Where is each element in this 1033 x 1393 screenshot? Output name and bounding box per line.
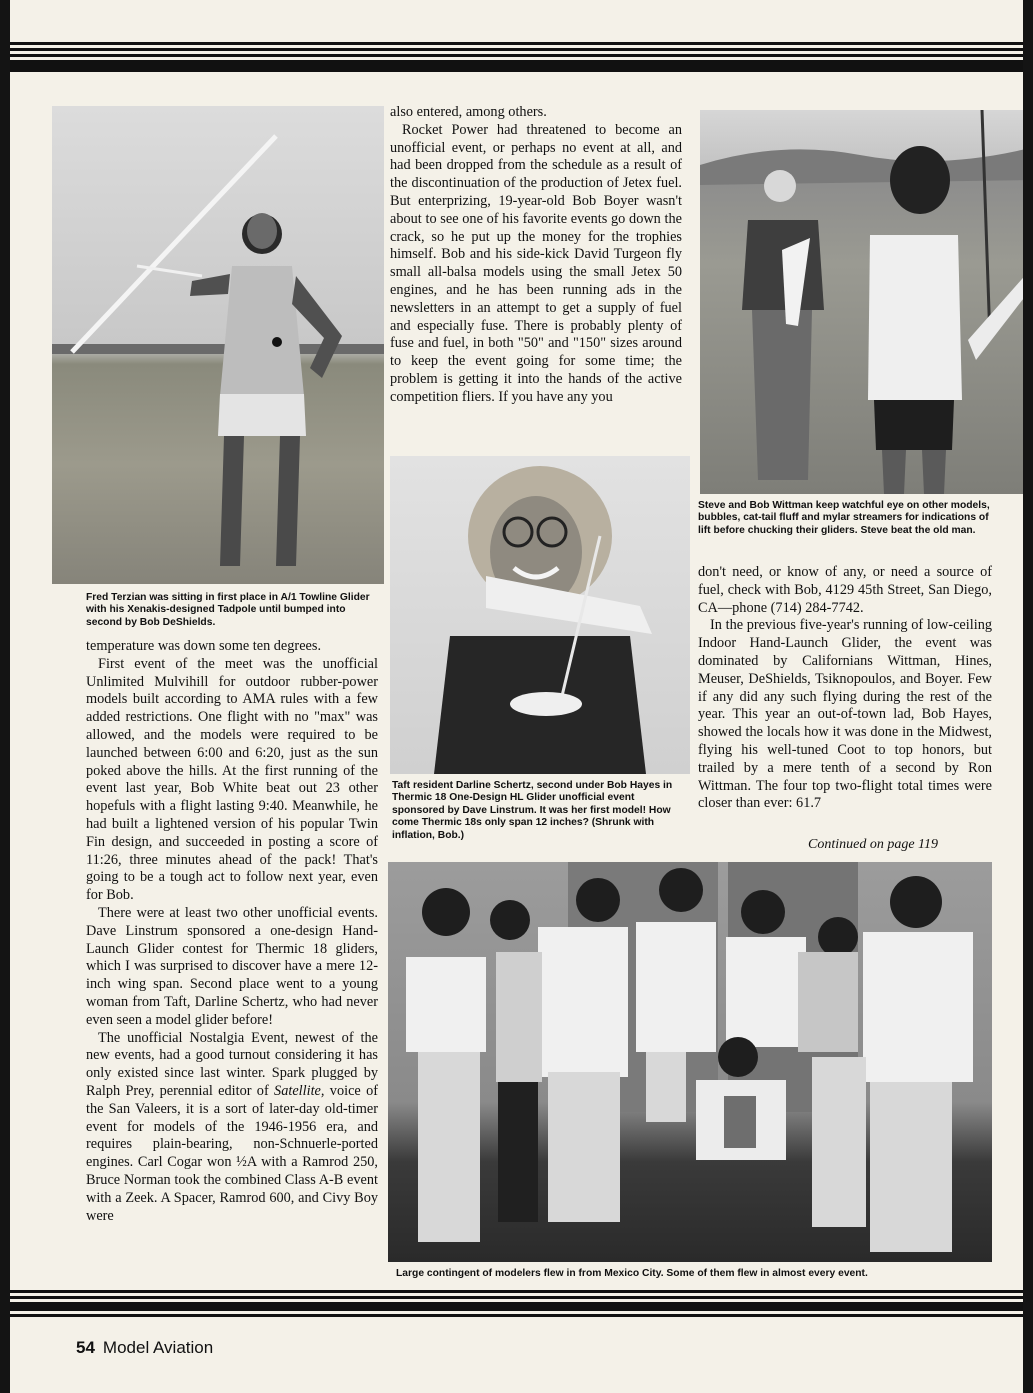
page-footer — [76, 1338, 213, 1358]
page-number: 54 — [76, 1338, 95, 1357]
col3-paragraph-2: In the previous five-year's running of low-ceiling Indoor Hand-Launch Glider, the event was dominated by Californians Wittman, Hines, Meuser, DeShields, Tsiknopoulos, and Boyer. Few if any did any such flying during the rest of the year. This year an out-of-town lad, Bob Hayes, showed the locals how it was done in the Midwest, flying his well-tuned Coot to top honors, but trailed by a mere tenth of a second by Ron Wittman. The four top two-flight total times were closer than ever: 61.7 — [698, 617, 992, 812]
nostalgia-text-before: The unofficial Nostalgia Event, newest of the new events, had a good turnout considering it has only existed since last winter. Spark plugged by Ralph Prey, perennial editor of — [86, 1029, 378, 1099]
col1-paragraph-nostalgia — [86, 1030, 378, 1226]
magazine-name: Model Aviation — [102, 1338, 214, 1357]
nostalgia-satellite-italic: Satellite, — [274, 1082, 325, 1099]
col2-paragraph-1: also entered, among others. — [390, 104, 547, 120]
caption-schertz: Taft resident Darline Schertz, second under Bob Hayes in Thermic 18 One-Design HL Glider unofficial event sponsored by Dave Linstrum. It was her first model! How come Thermic 18s only span 12 inches? (Shrunk with inflation, Bob.) — [392, 780, 673, 841]
col1-paragraph-3: There were at least two other unofficial events. Dave Linstrum sponsored a one-design Hand-Launch Glider contest for Thermic 18 gliders, which I was surprised to discover have a mere 12-inch wing span. Second place went to a young woman from Taft, Darline Schertz, who had never even seen a model glider before! — [86, 904, 378, 1028]
photo-mexico-group — [388, 862, 992, 1262]
col3-paragraph-1: don't need, or know of any, or need a source of fuel, check with Bob, 4129 45th Street, San Diego, CA—phone (714) 284-7742. — [698, 564, 992, 616]
caption-wittman: Steve and Bob Wittman keep watchful eye on other models, bubbles, cat-tail fluff and mylar streamers for indications of lift before chucking their gliders. Steve beat the old man. — [698, 500, 990, 536]
caption-terzian: Fred Terzian was sitting in first place in A/1 Towline Glider with his Xenakis-designed Tadpole until bumped into second by Bob DeShields. — [86, 592, 370, 628]
nostalgia-text-after: voice of the San Valeers, it is a sort of later-day old-timer event for models of the 1946-1956 era, and requires plain-bearing, non-Schnuerle-ported engines. Carl Cogar won ½A with a Ramrod 250, Bruce Norman took the combined Class A-B event with a Zeek. A Spacer, Ramrod 600, and Civy Boy were — [86, 1082, 378, 1224]
photo-wittman — [700, 110, 1023, 494]
photo-schertz — [390, 456, 690, 774]
bottom-rule-thick — [10, 1302, 1023, 1310]
column-2 — [390, 104, 682, 407]
column-1 — [86, 638, 378, 1225]
continued-notice: Continued on page 119 — [808, 837, 939, 852]
magazine-page — [10, 0, 1023, 1393]
top-rule-thick — [10, 62, 1023, 72]
col1-paragraph-2: First event of the meet was the unofficial Unlimited Mulvihill for outdoor rubber-power models built according to AMA rules with a few added restrictions. One flight with no "max" was allowed, and the models were required to be launched between 6:00 and 6:20, just as the sun poked above the hills. At the first running of the event last year, Bob White beat out 23 other hopefuls with a flight lasting 9:40. Meanwhile, he had built a lightened version of his popular Twin Fin design, and succeeded in posting a score of 11:26, three minutes ahead of the pack! That's going to be a tough act to follow next year, even for Bob. — [86, 655, 378, 904]
col2-paragraph-2: Rocket Power had threatened to become an unofficial event, or perhaps no event at all, and had been dropped from the schedule as a result of the discontinuation of the production of Jetex fuel. But enterprizing, 19-year-old Bob Boyer wasn't about to see one of his favorite events go down the crack, so he put up the money for the trophies himself. Bob and his side-kick David Turgeon fly small all-balsa models using the small Jetex 50 engines, and he has been running ads in the newsletters in an attempt to get a supply of fuel and especially fuse. There is probably plenty of fuse and fuel, in both "50" and "150" sizes around to keep the event going for some time; the problem is getting it into the hands of the active competition fliers. If you have any you — [390, 121, 682, 405]
caption-mexico: Large contingent of modelers flew in from Mexico City. Some of them flew in almost every event. — [396, 1268, 868, 1279]
col1-paragraph-1: temperature was down some ten degrees. — [86, 638, 322, 654]
column-3 — [698, 564, 992, 813]
photo-terzian — [52, 106, 384, 584]
